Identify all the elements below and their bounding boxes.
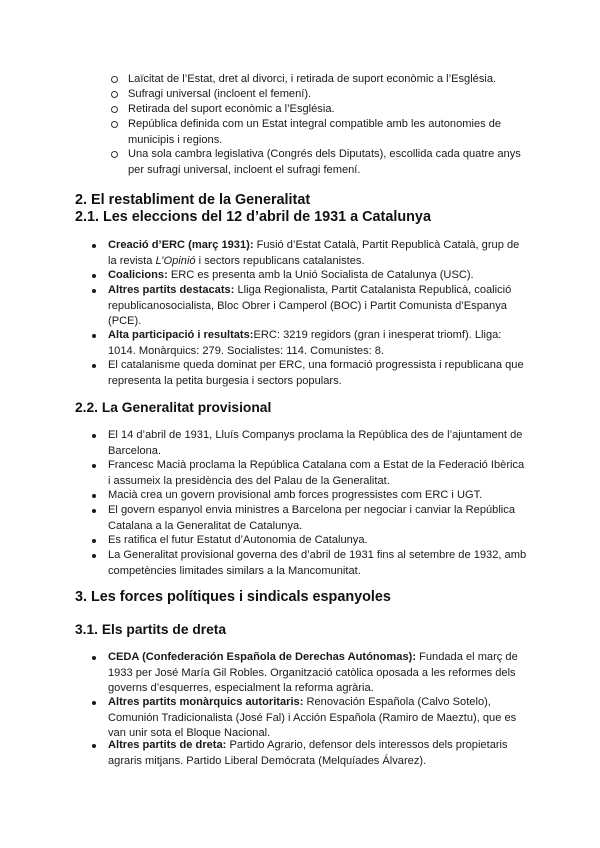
section-heading: 2. El restabliment de la Generalitat — [75, 192, 311, 208]
list-item-text: Sufragi universal (incloent el femení). — [128, 88, 312, 100]
bullet-icon — [92, 364, 96, 368]
list-item — [108, 358, 528, 389]
list-item — [108, 328, 528, 359]
list-item — [128, 147, 528, 178]
list-item-text: Laïcitat de l’Estat, dret al divorci, i retirada de suport econòmic a l’Església. — [128, 73, 497, 85]
bullet-icon — [92, 464, 96, 468]
list-item — [108, 428, 528, 459]
subsection-heading: 3.1. Els partits de dreta — [75, 622, 227, 637]
list-item-text: Una sola cambra legislativa (Congrés dels Diputats), escollida cada quatre anys per sufragi universal, incloent el sufragi femení. — [128, 148, 521, 176]
item-label: Altres partits destacats: — [108, 284, 235, 296]
bullet-icon — [92, 494, 96, 498]
item-label: Altres partits monàrquics autoritaris: — [108, 696, 304, 708]
item-label: Altres partits de dreta: — [108, 739, 227, 751]
list-item — [108, 268, 528, 284]
section-heading: 3. Les forces polítiques i sindicals espanyoles — [75, 589, 391, 605]
item-text: Partido Agrario, defensor dels interessos dels propietaris agraris mitjans. Partido Liberal Demócrata (Melquíades Álvarez). — [108, 739, 508, 767]
item-text: i sectors republicans catalanistes. — [195, 254, 365, 267]
item-label: CEDA (Confederación Española de Derechas Autónomas): — [108, 651, 417, 663]
list-item — [108, 503, 528, 534]
hollow-bullet-icon — [111, 106, 118, 113]
item-text: Renovación Española (Calvo Sotelo), Comunión Tradicionalista (José Fal) i Acción Española (Ramiro de Maeztu), que es van unir sota el Bloque Nacional. — [108, 696, 517, 739]
item-text: Fusió d’Estat Català, Partit Republicà Català, grup de la revista — [108, 239, 520, 267]
item-text: Es ratifica el futur Estatut d’Autonomia de Catalunya. — [108, 534, 368, 546]
list-item — [108, 548, 528, 579]
hollow-bullet-icon — [111, 151, 118, 158]
item-text: Lliga Regionalista, Partit Catalanista Republicà, coalició republicanosocialista, Bloc Obrer i Camperol (BOC) i Partit Comunista d’Espanya (PCE). — [108, 284, 512, 327]
hollow-bullet-icon — [111, 121, 118, 128]
bullet-icon — [92, 334, 96, 338]
list-item — [108, 238, 528, 269]
list-item — [108, 458, 528, 489]
item-label: Alta participació i resultats: — [108, 329, 254, 341]
item-text: ERC: 3219 regidors (gran i inesperat triomf). Lliga: 1014. Monàrquics: 279. Socialistes: 114. Comunistes: 8. — [108, 329, 502, 357]
hollow-bullet-icon — [111, 76, 118, 83]
bullet-icon — [92, 539, 96, 543]
item-label: Creació d’ERC (març 1931): — [108, 239, 254, 251]
item-text: El catalanisme queda dominat per ERC, una formació progressista i republicana que representa la petita burgesia i sectors populars. — [108, 359, 524, 387]
list-item — [128, 87, 528, 103]
list-item — [108, 533, 528, 549]
item-text: El govern espanyol envia ministres a Barcelona per negociar i canviar la República Catalana a la Generalitat de Catalunya. — [108, 504, 515, 532]
list-item — [108, 650, 528, 697]
bullet-icon — [92, 656, 96, 660]
item-text: Fundada el març de 1933 per José María Gil Robles. Organització catòlica oposada a les reformes dels governs d’esquerres, especialment la reforma agrària. — [108, 651, 518, 694]
list-item — [108, 283, 528, 330]
subsection-heading: 2.2. La Generalitat provisional — [75, 400, 272, 415]
item-text: La Generalitat provisional governa des d’abril de 1931 fins al setembre de 1932, amb competències limitades similars a la Mancomunitat. — [108, 549, 527, 577]
list-item-text: Retirada del suport econòmic a l’Església. — [128, 103, 335, 115]
list-item-text: República definida com un Estat integral compatible amb les autonomies de municipis i regions. — [128, 118, 502, 146]
bullet-icon — [92, 274, 96, 278]
item-italic-text: L’Opinió — [155, 254, 196, 267]
subsection-heading: 2.1. Les eleccions del 12 d’abril de 1931 a Catalunya — [75, 209, 431, 225]
bullet-icon — [92, 244, 96, 248]
list-item — [108, 488, 528, 504]
bullet-icon — [92, 744, 96, 748]
list-item — [128, 102, 528, 118]
list-item — [108, 738, 528, 769]
bullet-icon — [92, 289, 96, 293]
list-item — [128, 72, 528, 88]
item-text: Francesc Macià proclama la República Catalana com a Estat de la Federació Ibèrica i assumeix la presidència des del Palau de la Generalitat. — [108, 459, 525, 487]
bullet-icon — [92, 701, 96, 705]
bullet-icon — [92, 509, 96, 513]
list-item — [108, 695, 528, 742]
item-text: Macià crea un govern provisional amb forces progressistes com ERC i UGT. — [108, 489, 483, 501]
bullet-icon — [92, 554, 96, 558]
item-text: ERC es presenta amb la Unió Socialista de Catalunya (USC). — [167, 269, 474, 281]
item-text: El 14 d’abril de 1931, Lluís Companys proclama la República des de l’ajuntament de Barcelona. — [108, 429, 523, 457]
bullet-icon — [92, 434, 96, 438]
hollow-bullet-icon — [111, 91, 118, 98]
list-item — [128, 117, 528, 148]
item-label: Coalicions: — [108, 269, 168, 281]
